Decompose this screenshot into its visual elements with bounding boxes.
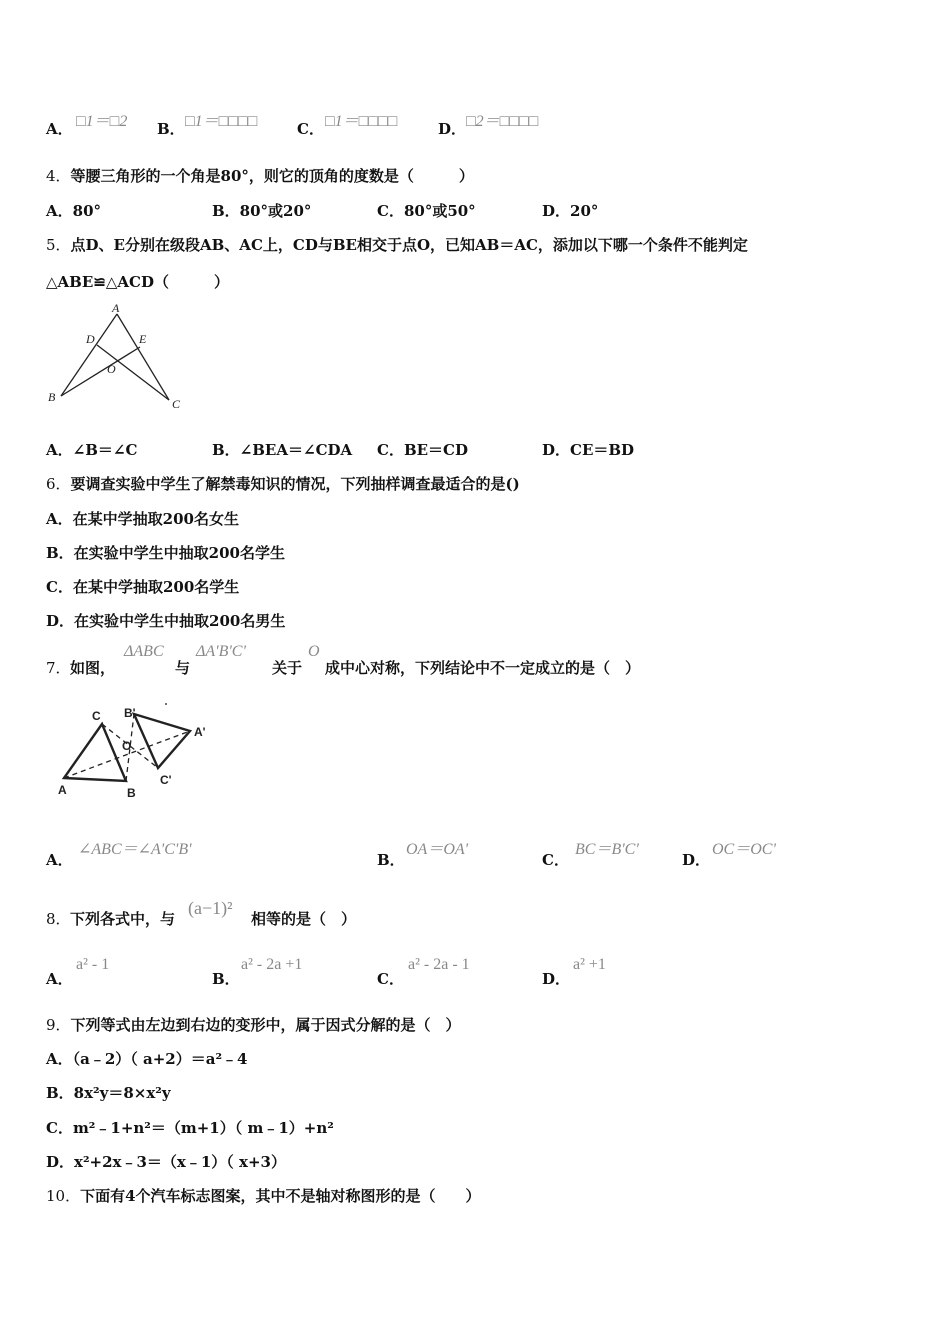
q7-triangle-abc: ΔABC (124, 643, 164, 660)
q7-fig-label-c-prime: C' (160, 773, 172, 787)
q5-stem-line1 (46, 234, 748, 255)
q3-option-a-expr: □1＝□2 (76, 113, 128, 130)
q6-number: 6． (46, 475, 71, 493)
q6-option-d: D．在实验中学生中抽取200名男生 (46, 612, 286, 630)
q7-option-c-label: C． (542, 851, 569, 869)
q7-option-a-expr: ∠ABC＝∠A'C'B' (78, 841, 192, 858)
q4-stem-line (46, 165, 474, 186)
q7-fig-dot (165, 703, 167, 705)
q7-fig-label-b-prime: B' (124, 706, 136, 720)
q8-option-c-expr: a² - 2a - 1 (408, 956, 470, 973)
q5-fig-segment-be (61, 347, 140, 396)
q4-option-a: A．80° (46, 202, 102, 220)
q5-fig-side-ab (61, 314, 117, 396)
q5-fig-label-d: D (86, 332, 95, 346)
q7-fig-label-a: A (58, 783, 67, 797)
q4-number: 4． (46, 167, 71, 185)
q7-stem-mid2: 关于 (272, 659, 303, 677)
q8-number: 8． (46, 910, 71, 928)
q7-fig-label-b: B (127, 786, 136, 800)
q5-triangle-figure (44, 300, 189, 415)
q5-fig-label-a: A (112, 301, 120, 315)
q5-fig-label-b: B (48, 390, 56, 404)
q5-fig-label-e: E (139, 332, 147, 346)
q7-option-a-label: A． (46, 851, 73, 869)
q5-option-b: B．∠BEA＝∠CDA (212, 441, 353, 459)
q8-option-d-expr: a² +1 (573, 956, 606, 973)
q4-stem: 等腰三角形的一个角是80°，则它的顶角的度数是（ ） (70, 167, 474, 185)
q9-option-a: A．（a﹣2）（ a+2）＝a²﹣4 (46, 1050, 248, 1068)
q3-option-c-label: C． (297, 120, 324, 138)
q6-stem: 要调查实验中学生了解禁毒知识的情况，下列抽样调查最适合的是() (70, 475, 520, 493)
q5-option-a: A．∠B＝∠C (46, 441, 138, 459)
q4-option-d: D．20° (542, 202, 599, 220)
q7-fig-triangle-abc (64, 724, 126, 781)
q8-stem-post: 相等的是（ ） (251, 910, 357, 928)
q6-option-c: C．在某中学抽取200名学生 (46, 578, 240, 596)
q3-option-b-label: B． (157, 120, 185, 138)
q8-option-a-label: A． (46, 970, 73, 988)
q6-option-b: B．在实验中学生中抽取200名学生 (46, 544, 285, 562)
q10-stem: 下面有4个汽车标志图案，其中不是轴对称图形的是（ ） (80, 1187, 481, 1205)
q9-stem-line (46, 1014, 461, 1035)
q7-number: 7． (46, 659, 71, 677)
q7-point-o: O (308, 643, 320, 660)
q7-stem-pre: 如图， (70, 659, 116, 677)
q5-option-d: D．CE＝BD (542, 441, 635, 459)
q9-number: 9． (46, 1016, 71, 1034)
q8-stem-pre: 下列各式中，与 (70, 910, 176, 928)
q8-expression: (a−1)² (188, 898, 233, 918)
q3-option-d-label: D． (438, 120, 467, 138)
q9-option-d: D．x²+2x﹣3＝（x﹣1）（ x+3） (46, 1153, 286, 1171)
q5-option-c: C．BE＝CD (377, 441, 468, 459)
q7-option-c-expr: BC＝B'C' (575, 841, 639, 858)
q8-option-b-label: B． (212, 970, 240, 988)
q9-option-b: B．8x²y＝8×x²y (46, 1084, 171, 1102)
q6-stem-line (46, 473, 520, 494)
q8-option-d-label: D． (542, 970, 571, 988)
q7-fig-label-c: C (92, 709, 101, 723)
q7-option-b-label: B． (377, 851, 405, 869)
q7-fig-triangle-abc-prime (134, 714, 190, 768)
q5-stem1: 点D、E分别在级段AB、AC上，CD与BE相交于点O，已知AB＝AC，添加以下哪一个条件不能判定 (70, 236, 748, 254)
q7-symmetry-figure (54, 698, 224, 803)
q7-fig-label-a-prime: A' (194, 725, 206, 739)
q3-option-c-expr: □1＝□□□□ (325, 113, 398, 130)
q4-option-b: B．80°或20° (212, 202, 312, 220)
q9-option-c: C．m²﹣1+n²＝（m+1）（ m﹣1）+n² (46, 1119, 334, 1137)
q7-stem-post: 成中心对称，下列结论中不一定成立的是（ ） (325, 659, 641, 677)
q3-option-d-expr: □2＝□□□□ (466, 113, 539, 130)
q8-option-b-expr: a² - 2a +1 (241, 956, 303, 973)
q7-option-d-expr: OC＝OC' (712, 841, 776, 858)
q7-stem-mid1: 与 (175, 659, 191, 677)
q3-option-a-label: A． (46, 120, 73, 138)
q8-option-a-expr: a² - 1 (76, 956, 110, 973)
q7-triangle-abc-prime: ΔA'B'C' (196, 643, 246, 660)
q5-fig-label-c: C (172, 397, 181, 411)
q6-option-a: A．在某中学抽取200名女生 (46, 510, 239, 528)
q5-number: 5． (46, 236, 71, 254)
q10-stem-line (46, 1185, 481, 1206)
q10-number: 10． (46, 1187, 81, 1205)
q7-fig-label-o: O (122, 739, 132, 753)
q7-option-d-label: D． (682, 851, 711, 869)
q9-stem: 下列等式由左边到右边的变形中，属于因式分解的是（ ） (70, 1016, 461, 1034)
q5-fig-label-o: O (107, 362, 116, 376)
q3-option-b-expr: □1＝□□□□ (185, 113, 258, 130)
q5-stem2: △ABE≌△ACD（ ） (46, 273, 229, 291)
q8-option-c-label: C． (377, 970, 404, 988)
q4-option-c: C．80°或50° (377, 202, 476, 220)
q7-option-b-expr: OA＝OA' (406, 841, 469, 858)
